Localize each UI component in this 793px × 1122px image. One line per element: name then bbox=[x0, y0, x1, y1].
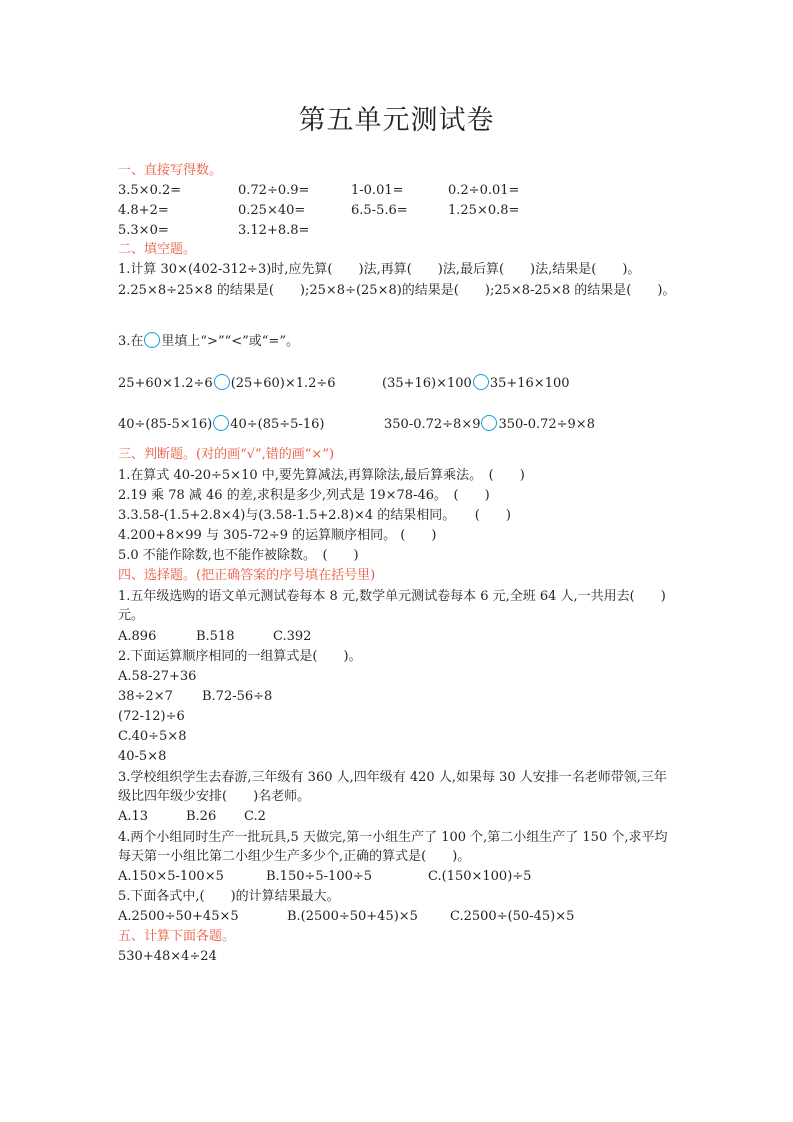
choice-option: B.150÷5-100÷5 bbox=[266, 869, 373, 884]
choice-option: A.58-27+36 bbox=[118, 669, 197, 684]
compare-right: 350-0.72÷9×8 bbox=[498, 417, 595, 432]
choice-option: C.2 bbox=[244, 809, 266, 824]
compare-right: 35+16×100 bbox=[489, 376, 570, 391]
calc-item: 3.5×0.2= bbox=[118, 183, 182, 198]
judge-item-3: 3.3.58-(1.5+2.8×4)与(3.58-1.5+2.8)×4 的结果相同。 ( ) bbox=[118, 508, 511, 523]
calc-item: 0.25×40= bbox=[238, 203, 306, 218]
page-title: 第五单元测试卷 bbox=[298, 105, 495, 136]
choice-option: B.518 bbox=[196, 629, 235, 644]
section-3-header: 三、判断题。(对的画“√”,错的画“×”) bbox=[118, 447, 335, 462]
choice-question-1: 1.五年级选购的语文单元测试卷每本 8 元,数学单元测试卷每本 6 元,全班 64 人,一共用去( )元。 bbox=[118, 589, 666, 623]
choice-question-4: 4.两个小组同时生产一批玩具,5 天做完,第一小组生产了 100 个,第二小组生产了 150 个,求平均每天第一小组比第二小组少生产多少个,正确的算式是( )。 bbox=[118, 830, 668, 864]
calc-item: 1.25×0.8= bbox=[448, 203, 520, 218]
fill-question-2: 2.25×8÷25×8 的结果是( );25×8÷(25×8)的结果是( );25×8-25×8 的结果是( )。 bbox=[118, 283, 676, 298]
choice-option: A.896 bbox=[118, 629, 157, 644]
judge-item-5: 5.0 不能作除数,也不能作被除数。 ( ) bbox=[118, 548, 359, 563]
judge-item-1: 1.在算式 40-20÷5×10 中,要先算减法,再算除法,最后算乘法。 ( ) bbox=[118, 468, 525, 483]
choice-option-expr: (72-12)÷6 bbox=[118, 709, 185, 724]
choice-question-2: 2.下面运算顺序相同的一组算式是( )。 bbox=[118, 649, 362, 664]
choice-option: C.392 bbox=[273, 629, 312, 644]
compare-left: 350-0.72÷8×9 bbox=[384, 417, 481, 432]
compare-right: 40÷(85÷5-16) bbox=[230, 417, 325, 432]
choice-option: B.(2500÷50+45)×5 bbox=[287, 909, 418, 924]
choice-option: B.26 bbox=[186, 809, 217, 824]
compare-item-1 bbox=[118, 374, 336, 393]
section-5-header: 五、计算下面各题。 bbox=[118, 929, 236, 944]
calc-item: 0.2÷0.01= bbox=[448, 183, 520, 198]
choice-question-5: 5.下面各式中,( )的计算结果最大。 bbox=[118, 889, 340, 904]
compare-right: (25+60)×1.2÷6 bbox=[230, 376, 336, 391]
compare-left: (35+16)×100 bbox=[382, 376, 472, 391]
fill-question-3-prefix: 3.在 bbox=[118, 334, 144, 349]
fill-question-3-suffix: 里填上“>”“<”或“=”。 bbox=[161, 334, 299, 349]
fill-question-3 bbox=[118, 332, 299, 351]
calc-item: 5.3×0= bbox=[118, 223, 169, 238]
compare-circle-icon[interactable] bbox=[473, 374, 489, 390]
compare-circle-icon[interactable] bbox=[213, 415, 229, 431]
calc-problem: 530+48×4÷24 bbox=[118, 949, 217, 964]
choice-option: C.(150×100)÷5 bbox=[428, 869, 532, 884]
choice-option: A.13 bbox=[118, 809, 149, 824]
section-2-header: 二、填空题。 bbox=[118, 242, 197, 257]
compare-item-4 bbox=[384, 415, 595, 434]
calc-item: 4.8+2= bbox=[118, 203, 169, 218]
choice-option: A.150×5-100×5 bbox=[118, 869, 224, 884]
calc-item: 0.72÷0.9= bbox=[238, 183, 310, 198]
calc-item: 1-0.01= bbox=[351, 183, 404, 198]
choice-option: A.2500÷50+45×5 bbox=[118, 909, 239, 924]
choice-option: C.40÷5×8 bbox=[118, 729, 187, 744]
calc-item: 3.12+8.8= bbox=[238, 223, 310, 238]
compare-left: 25+60×1.2÷6 bbox=[118, 376, 213, 391]
choice-option: B.72-56÷8 bbox=[202, 689, 273, 704]
compare-circle-icon[interactable] bbox=[214, 374, 230, 390]
calc-item: 6.5-5.6= bbox=[351, 203, 408, 218]
fill-question-1: 1.计算 30×(402-312÷3)时,应先算( )法,再算( )法,最后算( )法,结果是( )。 bbox=[118, 262, 641, 277]
choice-option-expr: 38÷2×7 bbox=[118, 689, 173, 704]
choice-option-expr: 40-5×8 bbox=[118, 749, 167, 764]
answer-circle-icon bbox=[144, 332, 160, 348]
compare-left: 40÷(85-5×16) bbox=[118, 417, 213, 432]
compare-item-2 bbox=[382, 374, 570, 393]
judge-item-4: 4.200+8×99 与 305-72÷9 的运算顺序相同。 ( ) bbox=[118, 528, 437, 543]
choice-option: C.2500÷(50-45)×5 bbox=[450, 909, 575, 924]
choice-question-3: 3.学校组织学生去春游,三年级有 360 人,四年级有 420 人,如果每 30 人安排一名老师带领,三年级比四年级少安排( )名老师。 bbox=[118, 770, 667, 804]
judge-item-2: 2.19 乘 78 减 46 的差,求积是多少,列式是 19×78-46。 ( ) bbox=[118, 488, 490, 503]
section-1-header: 一、直接写得数。 bbox=[118, 163, 223, 178]
compare-circle-icon[interactable] bbox=[481, 415, 497, 431]
compare-item-3 bbox=[118, 415, 324, 434]
section-4-header: 四、选择题。(把正确答案的序号填在括号里) bbox=[118, 568, 376, 583]
